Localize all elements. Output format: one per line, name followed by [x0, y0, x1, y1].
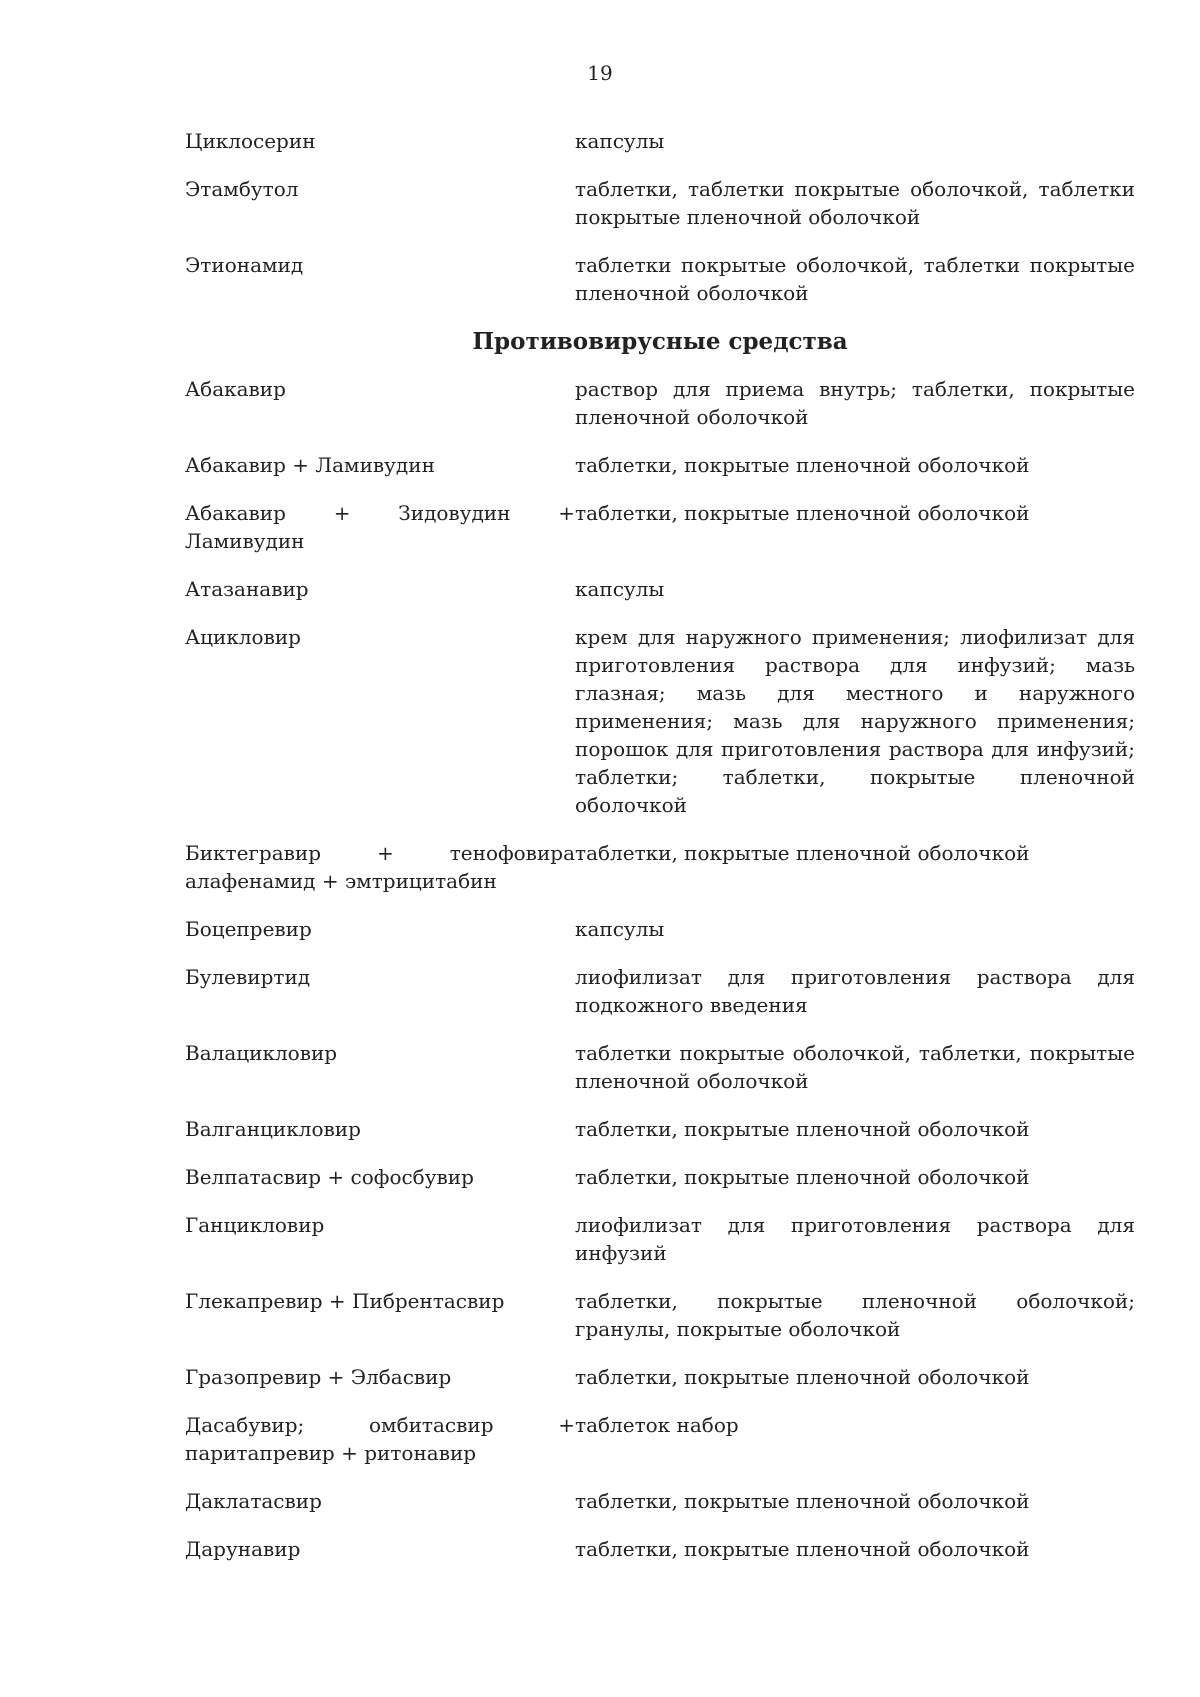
drug-row: [185, 1039, 1135, 1095]
drug-name: Глекапревир + Пибрентасвир: [185, 1289, 505, 1313]
drug-name: Велпатасвир + софосбувир: [185, 1165, 474, 1189]
page-number: 19: [587, 61, 613, 85]
drug-row: [185, 963, 1135, 1019]
dosage-form: таблетки покрытые оболочкой, таблетки, покрытые пленочной оболочкой: [575, 1041, 1135, 1093]
dosage-form: таблетки, покрытые пленочной оболочкой: [575, 1165, 1030, 1189]
drug-row: [185, 915, 1135, 943]
drug-name: Валганцикловир: [185, 1117, 361, 1141]
drug-row: [185, 1211, 1135, 1267]
dosage-form: таблетки, покрытые пленочной оболочкой: [575, 501, 1030, 525]
dosage-form: капсулы: [575, 129, 665, 153]
dosage-form: лиофилизат для приготовления раствора для подкожного введения: [575, 965, 1135, 1017]
drug-row: [185, 839, 1135, 895]
drug-name: Атазанавир: [185, 577, 309, 601]
drug-name: Циклосерин: [185, 129, 316, 153]
dosage-form: таблетки покрытые оболочкой, таблетки покрытые пленочной оболочкой: [575, 253, 1135, 305]
drug-row: [185, 1487, 1135, 1515]
dosage-form: таблетки, покрытые пленочной оболочкой; гранулы, покрытые оболочкой: [575, 1289, 1135, 1341]
drug-row: [185, 1535, 1135, 1563]
dosage-form: капсулы: [575, 917, 665, 941]
drug-name: Этионамид: [185, 253, 304, 277]
drug-name: Ганцикловир: [185, 1213, 325, 1237]
dosage-form: таблетки, покрытые пленочной оболочкой: [575, 453, 1030, 477]
drug-name: Этамбутол: [185, 177, 299, 201]
drug-name: Булевиртид: [185, 965, 311, 989]
drug-row: [185, 623, 1135, 819]
dosage-form: таблетки, покрытые пленочной оболочкой: [575, 1537, 1030, 1561]
drug-name: Ацикловир: [185, 625, 301, 649]
drug-row: [185, 499, 1135, 555]
dosage-form: таблеток набор: [575, 1413, 739, 1437]
drug-row: [185, 1363, 1135, 1391]
drug-list: [185, 127, 1135, 1583]
drug-name: Биктегравир + тенофовира алафенамид + эмтрицитабин: [185, 841, 575, 893]
drug-name: Абакавир + Ламивудин: [185, 453, 435, 477]
drug-name: Боцепревир: [185, 917, 312, 941]
drug-row: [185, 1287, 1135, 1343]
section-title: Противовирусные средства: [472, 328, 848, 355]
dosage-form: таблетки, покрытые пленочной оболочкой: [575, 1489, 1030, 1513]
drug-name: Дарунавир: [185, 1537, 301, 1561]
drug-name: Даклатасвир: [185, 1489, 322, 1513]
drug-row: [185, 251, 1135, 307]
dosage-form: крем для наружного применения; лиофилизат для приготовления раствора для инфузий; мазь глазная; мазь для местного и наружного применения; мазь для наружного применения; порошок для приготовления раствора для инфузий; таблетки; таблетки, покрытые пленочной оболочкой: [575, 625, 1135, 817]
drug-row: [185, 1115, 1135, 1143]
drug-name: Валацикловир: [185, 1041, 338, 1065]
dosage-form: таблетки, покрытые пленочной оболочкой: [575, 841, 1030, 865]
drug-list-antiviral-section: [185, 375, 1135, 1563]
drug-row: [185, 575, 1135, 603]
drug-name: Абакавир + Зидовудин + Ламивудин: [185, 501, 575, 553]
dosage-form: таблетки, таблетки покрытые оболочкой, таблетки покрытые пленочной оболочкой: [575, 177, 1135, 229]
drug-row: [185, 1411, 1135, 1467]
drug-row: [185, 1163, 1135, 1191]
drug-name: Гразопревир + Элбасвир: [185, 1365, 452, 1389]
drug-row: [185, 451, 1135, 479]
dosage-form: таблетки, покрытые пленочной оболочкой: [575, 1117, 1030, 1141]
drug-list-before-section: [185, 127, 1135, 307]
dosage-form: капсулы: [575, 577, 665, 601]
drug-row: [185, 375, 1135, 431]
drug-row: [185, 127, 1135, 155]
drug-name: Абакавир: [185, 377, 286, 401]
dosage-form: таблетки, покрытые пленочной оболочкой: [575, 1365, 1030, 1389]
dosage-form: раствор для приема внутрь; таблетки, покрытые пленочной оболочкой: [575, 377, 1135, 429]
drug-row: [185, 175, 1135, 231]
drug-name: Дасабувир; омбитасвир + паритапревир + ритонавир: [185, 1413, 575, 1465]
dosage-form: лиофилизат для приготовления раствора для инфузий: [575, 1213, 1135, 1265]
